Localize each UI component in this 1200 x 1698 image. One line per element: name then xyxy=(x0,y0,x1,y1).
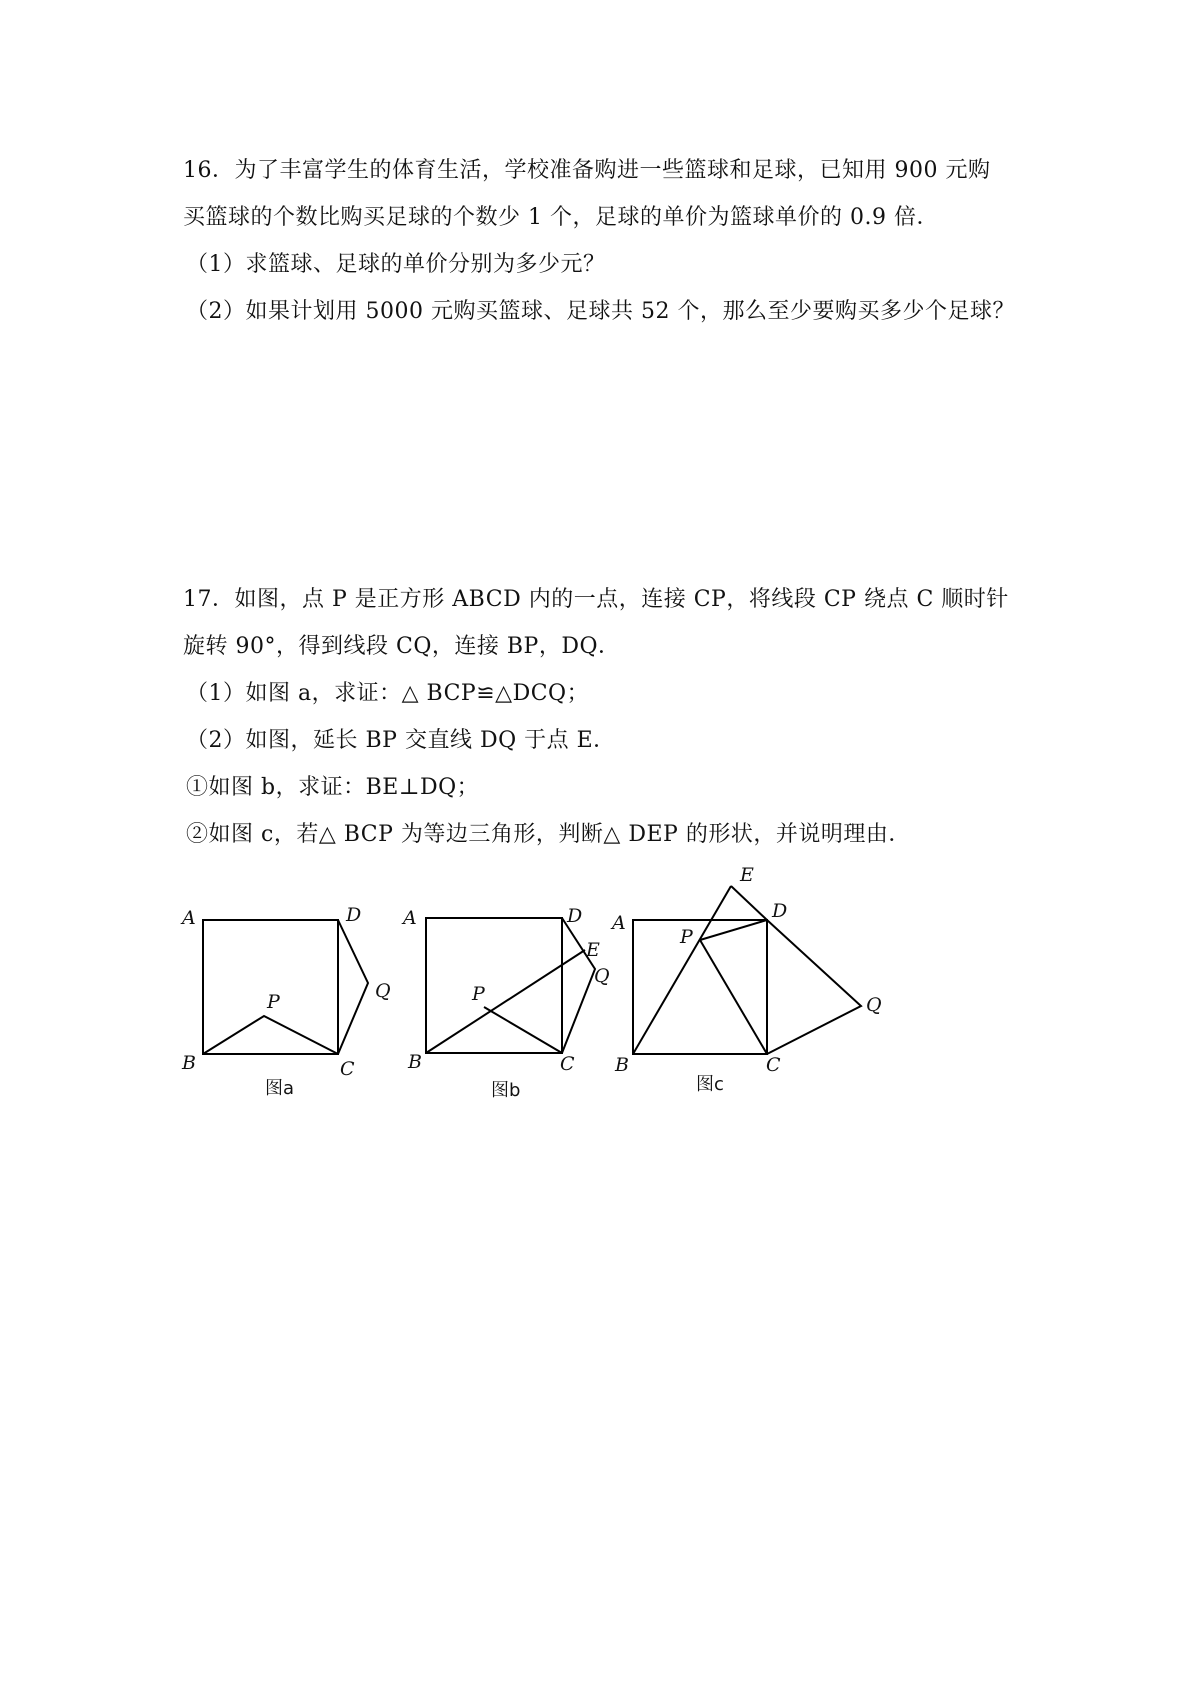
fig-c-label-p: P xyxy=(680,926,693,948)
fig-c-label-c: C xyxy=(766,1054,781,1076)
fig-a-caption: 图a xyxy=(265,1078,295,1099)
fig-b-label-e: E xyxy=(586,939,600,961)
fig-c-be xyxy=(633,886,731,1054)
q17-line-1: 17．如图，点 P 是正方形 ABCD 内的一点，连接 CP，将线段 CP 绕点 C 顺时针 xyxy=(183,587,1009,612)
fig-a-label-c: C xyxy=(340,1058,355,1080)
fig-b-label-d: D xyxy=(567,905,583,927)
q16-line-1: 16．为了丰富学生的体育生活，学校准备购进一些篮球和足球，已知用 900 元购 xyxy=(183,158,991,183)
fig-c-label-e: E xyxy=(740,864,754,886)
fig-a-label-a: A xyxy=(182,907,196,929)
fig-b-label-b: B xyxy=(408,1051,422,1073)
fig-c-dqc xyxy=(767,920,861,1054)
q16-part-2: （2）如果计划用 5000 元购买篮球、足球共 52 个，那么至少要购买多少个足球？ xyxy=(186,299,1015,324)
q17-part-2b: ②如图 c，若△ BCP 为等边三角形，判断△ DEP 的形状，并说明理由． xyxy=(186,822,911,847)
q17-line-2: 旋转 90°，得到线段 CQ，连接 BP，DQ． xyxy=(183,634,621,659)
fig-a-label-d: D xyxy=(346,904,362,926)
fig-a-label-q: Q xyxy=(375,980,391,1002)
fig-c-label-d: D xyxy=(772,900,788,922)
q17-part-2a: ①如图 b，求证：BE⊥DQ； xyxy=(186,775,480,800)
q16-part-1: （1）求篮球、足球的单价分别为多少元？ xyxy=(186,252,606,277)
q17-part-2: （2）如图，延长 BP 交直线 DQ 于点 E． xyxy=(186,728,616,753)
fig-b-label-a: A xyxy=(403,907,417,929)
fig-c-caption: 图c xyxy=(696,1074,724,1095)
fig-c-label-a: A xyxy=(612,912,626,934)
q16-line-2: 买篮球的个数比购买足球的个数少 1 个，足球的单价为篮球单价的 0.9 倍． xyxy=(183,205,939,230)
fig-a-label-p: P xyxy=(267,991,280,1013)
fig-b-label-c: C xyxy=(560,1053,575,1075)
fig-a-label-b: B xyxy=(182,1052,196,1074)
fig-c-label-b: B xyxy=(615,1054,629,1076)
fig-b-label-p: P xyxy=(472,983,485,1005)
fig-b-caption: 图b xyxy=(491,1080,521,1101)
fig-c-ed xyxy=(731,886,767,920)
fig-c-label-q: Q xyxy=(866,994,882,1016)
q17-part-1: （1）如图 a，求证：△ BCP≌△DCQ； xyxy=(186,681,590,706)
fig-b-label-q: Q xyxy=(594,965,610,987)
fig-c-pc xyxy=(700,940,767,1054)
